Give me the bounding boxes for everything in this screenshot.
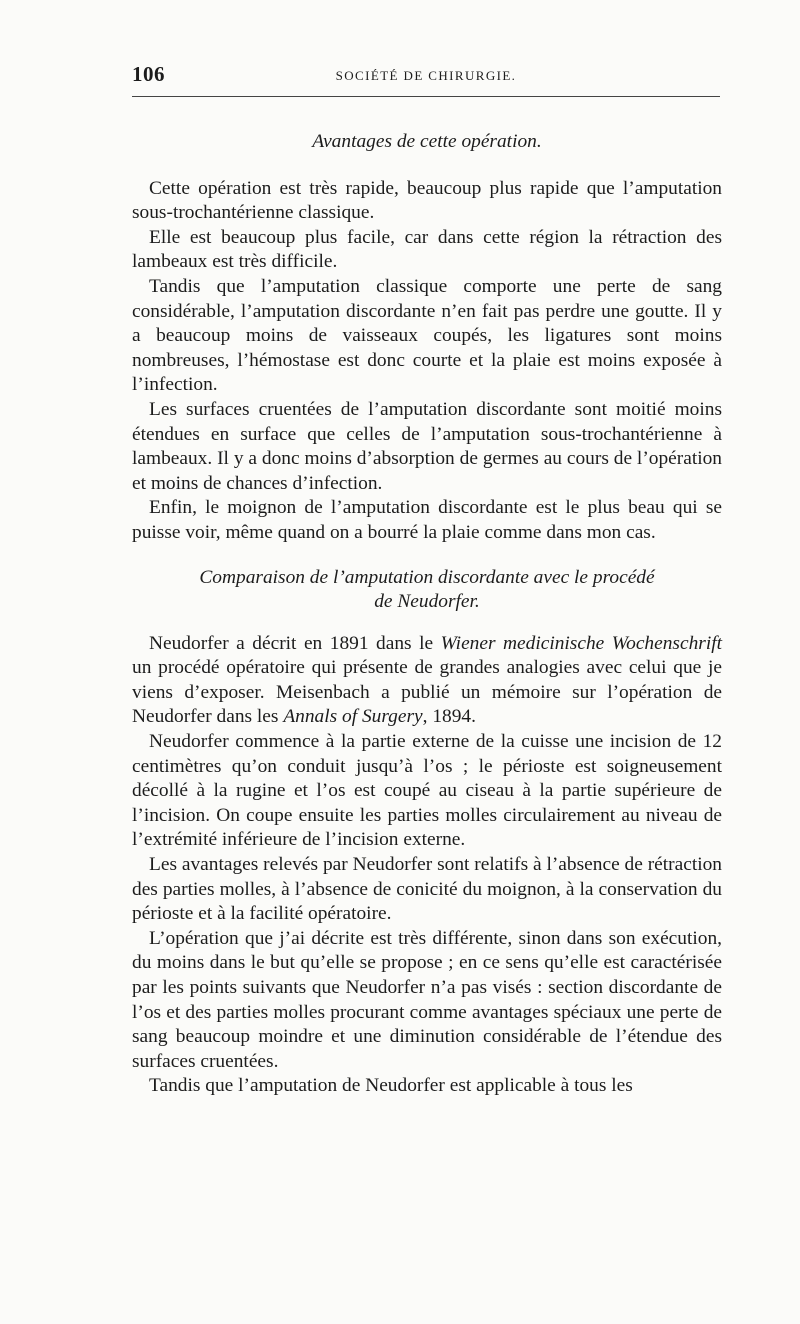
text-run: un procédé opératoire qui présente de grandes analogies avec celui que je viens d’exposer. Meisenbach a publié un mémoire sur l’opération de Neudorfer dans les: [132, 657, 722, 728]
paragraph: Neudorfer commence à la partie externe de la cuisse une incision de 12 centimètres qu’on conduit jusqu’à l’os ; le périoste est soigneusement décollé à la rugine et l’os est coupé au ciseau à la partie supérieure de l’incision. On coupe ensuite les parties molles circulairement au niveau de l’extrémité inférieure de l’incision externe.: [132, 731, 722, 851]
paragraph: Tandis que l’amputation de Neudorfer est applicable à tous les: [149, 1075, 633, 1097]
paragraph: L’opération que j’ai décrite est très différente, sinon dans son exécution, du moins dans le but qu’elle se propose ; en ce sens qu’elle est caractérisée par les points suivants que Neudorfer n’a pas visés : section discordante de l’os et des parties molles procurant comme avantages spéciaux une perte de sang beaucoup moindre et une diminution considérable de l’étendue des surfaces cruentées.: [132, 927, 722, 1072]
paragraph: Les avantages relevés par Neudorfer sont relatifs à l’absence de rétraction des parties molles, à l’absence de conicité du moignon, à la conservation du périoste et à la facilité opératoire.: [132, 854, 722, 925]
paragraph: Elle est beaucoup plus facile, car dans cette région la rétraction des lambeaux est très difficile.: [132, 226, 722, 273]
paragraph: Les surfaces cruentées de l’amputation discordante sont moitié moins étendues en surface que celles de l’amputation sous-trochantérienne à lambeaux. Il y a donc moins d’absorption de germes au cours de l’opération et moins de chances d’infection.: [132, 398, 722, 494]
header-rule: [132, 96, 720, 97]
section-heading-comparaison: [132, 566, 722, 615]
page-number: 106: [132, 62, 165, 86]
paragraph: Tandis que l’amputation classique comporte une perte de sang considérable, l’amputation discordante n’en fait pas perdre une goutte. Il y a beaucoup moins de vaisseaux coupés, les ligatures sont moins nombreuses, l’hémostase est donc courte et la plaie est moins exposée à l’infection.: [132, 275, 722, 396]
paragraph-neudorfer-intro: [132, 632, 722, 730]
text-run: Neudorfer a décrit en 1891 dans le: [149, 632, 441, 654]
running-title: SOCIÉTÉ DE CHIRURGIE.: [335, 68, 517, 83]
body-text: [132, 122, 722, 1099]
section-heading-avantages: Avantages de cette opération.: [312, 131, 542, 152]
heading-line-1: Comparaison de l’amputation discordante avec le procédé: [199, 566, 655, 588]
journal-title-annals: Annals of Surgery: [283, 706, 423, 728]
page-header: [132, 62, 720, 92]
paragraph: Cette opération est très rapide, beaucoup plus rapide que l’amputation sous-trochantérienne classique.: [132, 177, 722, 224]
journal-title-wiener: Wiener medicinische Wochenschrift: [440, 632, 722, 654]
heading-line-2: de Neudorfer.: [374, 591, 480, 613]
text-run: , 1894.: [422, 706, 476, 728]
paragraph: Enfin, le moignon de l’amputation discordante est le plus beau qui se puisse voir, même quand on a bourré la plaie comme dans mon cas.: [132, 497, 722, 543]
